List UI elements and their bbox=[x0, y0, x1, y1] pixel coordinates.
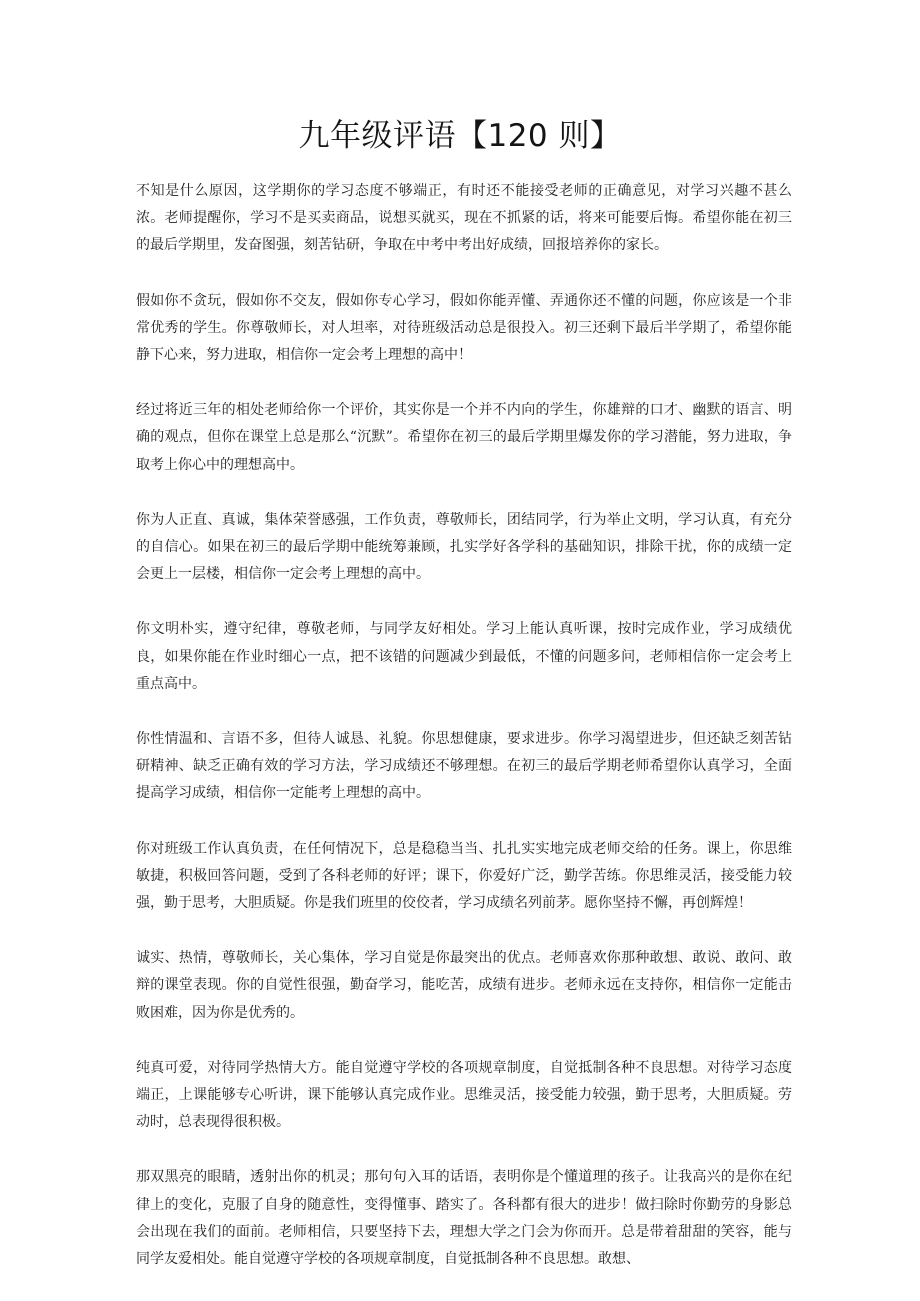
comment-paragraph-6: 你性情温和、言语不多，但待人诚恳、礼貌。你思想健康，要求进步。你学习渴望进步，但还缺乏刻苦钻研精神、缺乏正确有效的学习方法，学习成绩还不够理想。在初三的最后学期老师希望你认真学习，全面提高学习成绩，相信你一定能考上理想的高中。 bbox=[136, 731, 792, 802]
comment-paragraph-3: 经过将近三年的相处老师给你一个评价，其实你是一个并不内向的学生，你雄辩的口才、幽默的语言、明确的观点，但你在课堂上总是那么“沉默”。希望你在初三的最后学期里爆发你的学习潜能，努力进取，争取考上你心中的理想高中。 bbox=[136, 402, 792, 473]
comment-paragraph-2: 假如你不贪玩，假如你不交友，假如你专心学习，假如你能弄懂、弄通你还不懂的问题，你应该是一个非常优秀的学生。你尊敬师长，对人坦率，对待班级活动总是很投入。初三还剩下最后半学期了，希望你能静下心来，努力进取，相信你一定会考上理想的高中！ bbox=[136, 292, 792, 364]
comment-paragraph-10: 那双黑亮的眼睛，透射出你的机灵；那句句入耳的话语，表明你是个懂道理的孩子。让我高兴的是你在纪律上的变化，克服了自身的随意性，变得懂事、踏实了。各科都有很大的进步！做扫除时你勤劳的身影总会出现在我们的面前。老师相信，只要坚持下去，理想大学之门会为你而开。总是带着甜甜的笑容，能与同学友爱相处。能自觉遵守学校的各项规章制度，自觉抵制各种不良思想。敢想、 bbox=[136, 1169, 792, 1268]
comment-paragraph-1: 不知是什么原因，这学期你的学习态度不够端正，有时还不能接受老师的正确意见，对学习兴趣不甚么浓。老师提醒你，学习不是买卖商品，说想买就买，现在不抓紧的话，将来可能要后悔。希望你能在初三的最后学期里，发奋图强，刻苦钻研，争取在中考中考出好成绩，回报培养你的家长。 bbox=[136, 183, 792, 254]
comment-paragraph-8: 诚实、热情，尊敬师长，关心集体，学习自觉是你最突出的优点。老师喜欢你那种敢想、敢说、敢问、敢辩的课堂表现。你的自觉性很强，勤奋学习，能吃苦，成绩有进步。老师永远在支持你，相信你一定能击败困难，因为你是优秀的。 bbox=[136, 950, 792, 1021]
comment-paragraph-9: 纯真可爱，对待同学热情大方。能自觉遵守学校的各项规章制度，自觉抵制各种不良思想。对待学习态度端正，上课能够专心听讲，课下能够认真完成作业。思维灵活，接受能力较强，勤于思考，大胆质疑。劳动时，总表现得很积极。 bbox=[136, 1059, 792, 1131]
comment-paragraph-7: 你对班级工作认真负责，在任何情况下，总是稳稳当当、扎扎实实地完成老师交给的任务。课上，你思维敏捷，积极回答问题，受到了各科老师的好评；课下，你爱好广泛，勤学苦练。你思维灵活，接受能力较强，勤于思考，大胆质疑。你是我们班里的佼佼者，学习成绩名列前茅。愿你坚持不懈，再创辉煌！ bbox=[136, 840, 792, 912]
document-title: 九年级评语【120 则】 bbox=[298, 118, 622, 154]
document-body bbox=[136, 178, 792, 1301]
comment-paragraph-4: 你为人正直、真诚，集体荣誉感强，工作负责，尊敬师长，团结同学，行为举止文明，学习认真，有充分的自信心。如果在初三的最后学期中能统筹兼顾，扎实学好各学科的基础知识，排除干扰，你的成绩一定会更上一层楼，相信你一定会考上理想的高中。 bbox=[136, 511, 792, 583]
comment-paragraph-5: 你文明朴实，遵守纪律，尊敬老师，与同学友好相处。学习上能认真听课，按时完成作业，学习成绩优良，如果你能在作业时细心一点，把不该错的问题减少到最低，不懂的问题多问，老师相信你一定会考上重点高中。 bbox=[136, 621, 792, 692]
